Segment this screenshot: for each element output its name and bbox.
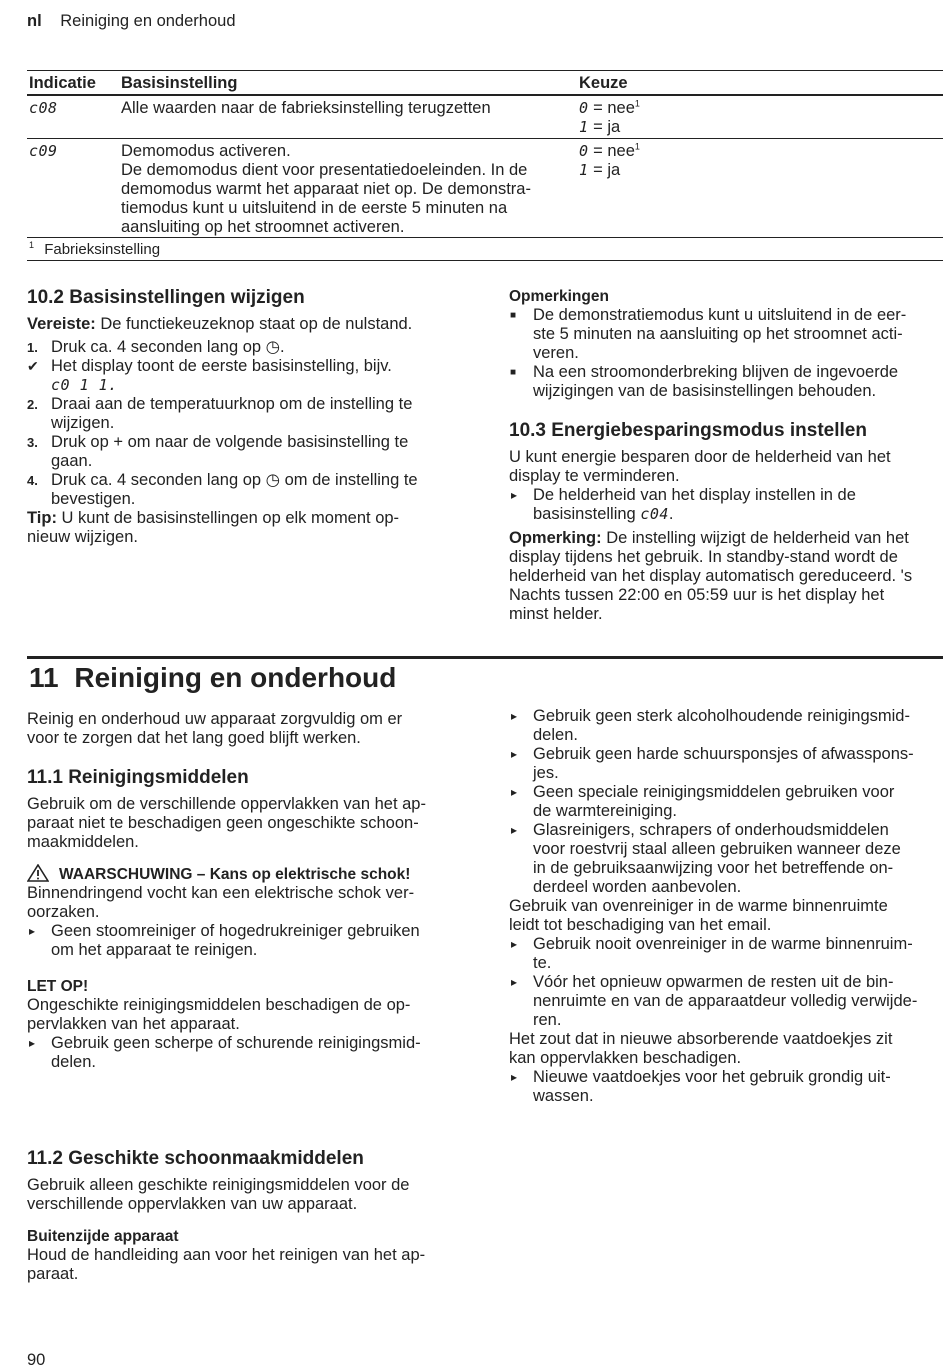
step-line: wijzigen. — [51, 414, 115, 432]
table-top-rule — [27, 70, 943, 71]
bullet-list — [509, 486, 939, 524]
setting-line: Demomodus activeren. — [121, 142, 291, 160]
header-lang: nl — [27, 12, 42, 30]
list-item — [509, 707, 944, 745]
paragraph-line: maakmiddelen. — [27, 833, 139, 851]
chapter-11-left — [27, 710, 467, 1072]
bullet-list — [509, 1068, 944, 1106]
footnote-rule — [27, 260, 943, 261]
bullet-line: derdeel worden aanbevolen. — [533, 878, 742, 896]
choice-label: = nee — [593, 99, 635, 117]
step-line: bevestigen. — [51, 490, 136, 508]
paragraph-line: Gebruik om de verschillende oppervlakken van het ap- — [27, 795, 426, 813]
bullet-line: ▸ Gebruik geen sterk alcoholhoudende reinigingsmid- — [533, 707, 910, 725]
note-line: De instelling wijzigt de helderheid van het — [601, 529, 909, 547]
col-header-indicatie: Indicatie — [29, 74, 96, 92]
steps-list — [27, 338, 467, 509]
bullet-line: ▸ Geen stoomreiniger of hogedrukreiniger gebruiken — [51, 922, 420, 940]
step-number: 3. — [27, 435, 38, 450]
paragraph-line: Ongeschikte reinigingsmiddelen beschadigen de op- — [27, 996, 411, 1014]
list-item — [27, 1034, 467, 1072]
paragraph-line: pervlakken van het apparaat. — [27, 1015, 240, 1033]
row-choice — [579, 99, 640, 137]
bullet-line: ren. — [533, 1011, 562, 1029]
section-heading: 10.2 Basisinstellingen wijzigen — [27, 287, 305, 308]
display-code: c04 — [640, 505, 669, 523]
choice-label: = ja — [593, 118, 621, 136]
warning-heading — [27, 864, 467, 884]
list-item — [509, 783, 944, 821]
bullet-list — [509, 707, 944, 897]
list-item: ▸ De helderheid van het display instellen in de basisinstelling c04. — [509, 486, 939, 524]
choice-value: 0 — [579, 99, 589, 117]
note-line: display tijdens het gebruik. In standby-stand wordt de — [509, 548, 898, 566]
row-setting — [121, 99, 491, 118]
setting-line: demomodus warmt het apparaat niet op. De demonstra- — [121, 180, 531, 198]
bullet-line: jes. — [533, 764, 559, 782]
step-number: 4. — [27, 473, 38, 488]
check-icon: ✔ — [27, 358, 39, 374]
list-item — [509, 306, 939, 363]
bullet-line: voor roestvrij staal alleen gebruiken wanneer deze — [533, 840, 901, 858]
paragraph-line: kan oppervlakken beschadigen. — [509, 1049, 742, 1067]
paragraph-line: Het zout dat in nieuwe absorberende vaatdoekjes zit — [509, 1030, 893, 1048]
list-item — [27, 338, 467, 357]
row-code-c08: c08 — [29, 99, 58, 117]
row-setting — [121, 142, 531, 237]
note — [509, 529, 939, 548]
paragraph-line: Gebruik alleen geschikte reinigingsmiddelen voor de — [27, 1176, 410, 1194]
section-heading: 10.3 Energiebesparingsmodus instellen — [509, 420, 867, 441]
list-item — [509, 821, 944, 897]
paragraph-line: display te verminderen. — [509, 467, 680, 485]
choice-label: = nee — [593, 142, 635, 160]
header-title: Reiniging en onderhoud — [60, 12, 236, 30]
bullet-line: basisinstelling — [533, 505, 636, 523]
table-header-rule — [27, 94, 943, 96]
list-item — [509, 745, 944, 783]
remarks-heading: Opmerkingen — [509, 288, 609, 305]
setting-line: aansluiting op het stroomnet activeren. — [121, 218, 405, 236]
step-number: 1. — [27, 340, 38, 355]
requirement-label: Vereiste: — [27, 315, 96, 333]
remark-line: ■ Na een stroomonderbreking blijven de ingevoerde — [533, 363, 899, 381]
bullet-line: in de gebruiksaanwijzing voor het betreffende on- — [533, 859, 894, 877]
list-item — [27, 433, 467, 471]
table-row-rule — [27, 138, 943, 139]
bullet-line: om het apparaat te reinigen. — [51, 941, 258, 959]
bullet-line: delen. — [533, 726, 578, 744]
table-bottom-rule — [27, 237, 943, 238]
bullet-line: nenruimte en van de apparaatdeur volledig verwijde- — [533, 992, 918, 1010]
chapter-title — [29, 661, 396, 695]
step-number: 2. — [27, 397, 38, 412]
paragraph-line: leidt tot beschadiging van het email. — [509, 916, 772, 934]
display-code: c0 1 1. — [51, 376, 118, 394]
warning-triangle-icon — [27, 864, 49, 882]
section-11-2 — [27, 1148, 467, 1284]
bullet-list — [27, 922, 467, 960]
remark-line: wijzigingen van de basisinstellingen behouden. — [533, 382, 877, 400]
paragraph-line: paraat niet te beschadigen geen ongeschikte schoon- — [27, 814, 419, 832]
step-line: Draai aan de temperatuurknop om de instelling te — [51, 395, 413, 413]
table-footnote — [29, 240, 160, 259]
note-line: Nachts tussen 22:00 en 05:59 uur is het display het — [509, 586, 885, 604]
section-heading: 11.1 Reinigingsmiddelen — [27, 767, 249, 788]
page-number: 90 — [27, 1351, 46, 1369]
bullet-list — [509, 935, 944, 1030]
bullet-line: ▸ De helderheid van het display instellen in de — [533, 486, 856, 504]
bullet-line: ▸ Gebruik geen scherpe of schurende reinigingsmid- — [51, 1034, 421, 1052]
requirement — [27, 315, 467, 334]
chapter-rule — [27, 656, 943, 659]
note-label: Opmerking: — [509, 529, 602, 547]
choice-value: 0 — [579, 142, 589, 160]
section-10-2 — [27, 287, 467, 547]
paragraph-line: verschillende oppervlakken van uw apparaat. — [27, 1195, 358, 1213]
bullet-line: ▸ Gebruik nooit ovenreiniger in de warme binnenruim- — [533, 935, 913, 953]
step-line: Druk ca. 4 seconden lang op ◷ om de instelling te — [51, 471, 418, 489]
bullet-line: ▸ Nieuwe vaatdoekjes voor het gebruik grondig uit- — [533, 1068, 891, 1086]
col-header-keuze: Keuze — [579, 74, 628, 92]
remark-line: veren. — [533, 344, 579, 362]
bullet-line: ▸ Geen speciale reinigingsmiddelen gebruiken voor — [533, 783, 895, 801]
setting-line: Alle waarden naar de fabrieksinstelling terugzetten — [121, 99, 491, 117]
footnote-ref: 1 — [634, 141, 640, 152]
chapter-number: 11 — [29, 662, 59, 693]
bullet-list — [27, 1034, 467, 1072]
footnote-ref: 1 — [634, 98, 640, 109]
running-header — [27, 12, 236, 31]
remark-line: ■ De demonstratiemodus kunt u uitsluitend in de eer- — [533, 306, 907, 324]
list-item — [27, 357, 467, 395]
tip — [27, 509, 467, 528]
list-item — [27, 395, 467, 433]
warning-title: WAARSCHUWING – Kans op elektrische schok! — [59, 866, 411, 883]
note-line: helderheid van het display automatisch gereduceerd. 's — [509, 567, 913, 585]
choice-label: = ja — [593, 161, 621, 179]
choice-value: 1 — [579, 161, 589, 179]
choice-value: 1 — [579, 118, 589, 136]
setting-line: De demomodus dient voor presentatiedoeleinden. In de — [121, 161, 528, 179]
row-choice — [579, 142, 640, 180]
chapter-11-right — [509, 707, 944, 1106]
note-line: minst helder. — [509, 605, 603, 623]
step-line: gaan. — [51, 452, 93, 470]
paragraph-line: Houd de handleiding aan voor het reinigen van het ap- — [27, 1246, 426, 1264]
bullet-line: te. — [533, 954, 552, 972]
remarks-block — [509, 287, 939, 624]
step-line: Druk ca. 4 seconden lang op ◷. — [51, 338, 285, 356]
remarks-list — [509, 306, 939, 401]
bullet-line: wassen. — [533, 1087, 594, 1105]
subsection-heading: Buitenzijde apparaat — [27, 1228, 179, 1245]
footnote-text: Fabrieksinstelling — [44, 241, 161, 258]
paragraph-line: Binnendringend vocht kan een elektrische schok ver- — [27, 884, 415, 902]
tip-line: U kunt de basisinstellingen op elk moment op- — [56, 509, 400, 527]
requirement-text: De functiekeuzeknop staat op de nulstand. — [95, 315, 413, 333]
step-line: Het display toont de eerste basisinstelling, bijv. — [51, 357, 392, 375]
paragraph-line: oorzaken. — [27, 903, 100, 921]
caution-title: LET OP! — [27, 978, 89, 995]
section-heading: 11.2 Geschikte schoonmaakmiddelen — [27, 1148, 364, 1169]
footnote-mark: 1 — [29, 240, 35, 250]
setting-line: tiemodus kunt u uitsluitend in de eerste 5 minuten na — [121, 199, 508, 217]
step-line: Druk op + om naar de volgende basisinstelling te — [51, 433, 409, 451]
paragraph-line: voor te zorgen dat het lang goed blijft werken. — [27, 729, 361, 747]
bullet-line: ▸ Vóór het opnieuw opwarmen de resten uit de bin- — [533, 973, 894, 991]
list-item — [509, 363, 939, 401]
bullet-line: ▸ Gebruik geen harde schuursponsjes of afwasspons- — [533, 745, 914, 763]
tip-line: nieuw wijzigen. — [27, 528, 138, 546]
paragraph-line: U kunt energie besparen door de helderheid van het — [509, 448, 891, 466]
col-header-basisinstelling: Basisinstelling — [121, 74, 238, 92]
list-item — [27, 922, 467, 960]
list-item — [509, 935, 944, 973]
bullet-line: delen. — [51, 1053, 96, 1071]
remark-line: ste 5 minuten na aansluiting op het stroomnet acti- — [533, 325, 903, 343]
row-code-c09: c09 — [29, 142, 58, 160]
list-item — [27, 471, 467, 509]
tip-label: Tip: — [27, 509, 57, 527]
paragraph-line: Reinig en onderhoud uw apparaat zorgvuldig om er — [27, 710, 403, 728]
chapter-name: Reiniging en onderhoud — [74, 662, 397, 693]
paragraph-line: paraat. — [27, 1265, 79, 1283]
list-item — [509, 1068, 944, 1106]
list-item — [509, 973, 944, 1030]
bullet-line: de warmtereiniging. — [533, 802, 677, 820]
paragraph-line: Gebruik van ovenreiniger in de warme binnenruimte — [509, 897, 888, 915]
bullet-line: ▸ Glasreinigers, schrapers of onderhoudsmiddelen — [533, 821, 889, 839]
